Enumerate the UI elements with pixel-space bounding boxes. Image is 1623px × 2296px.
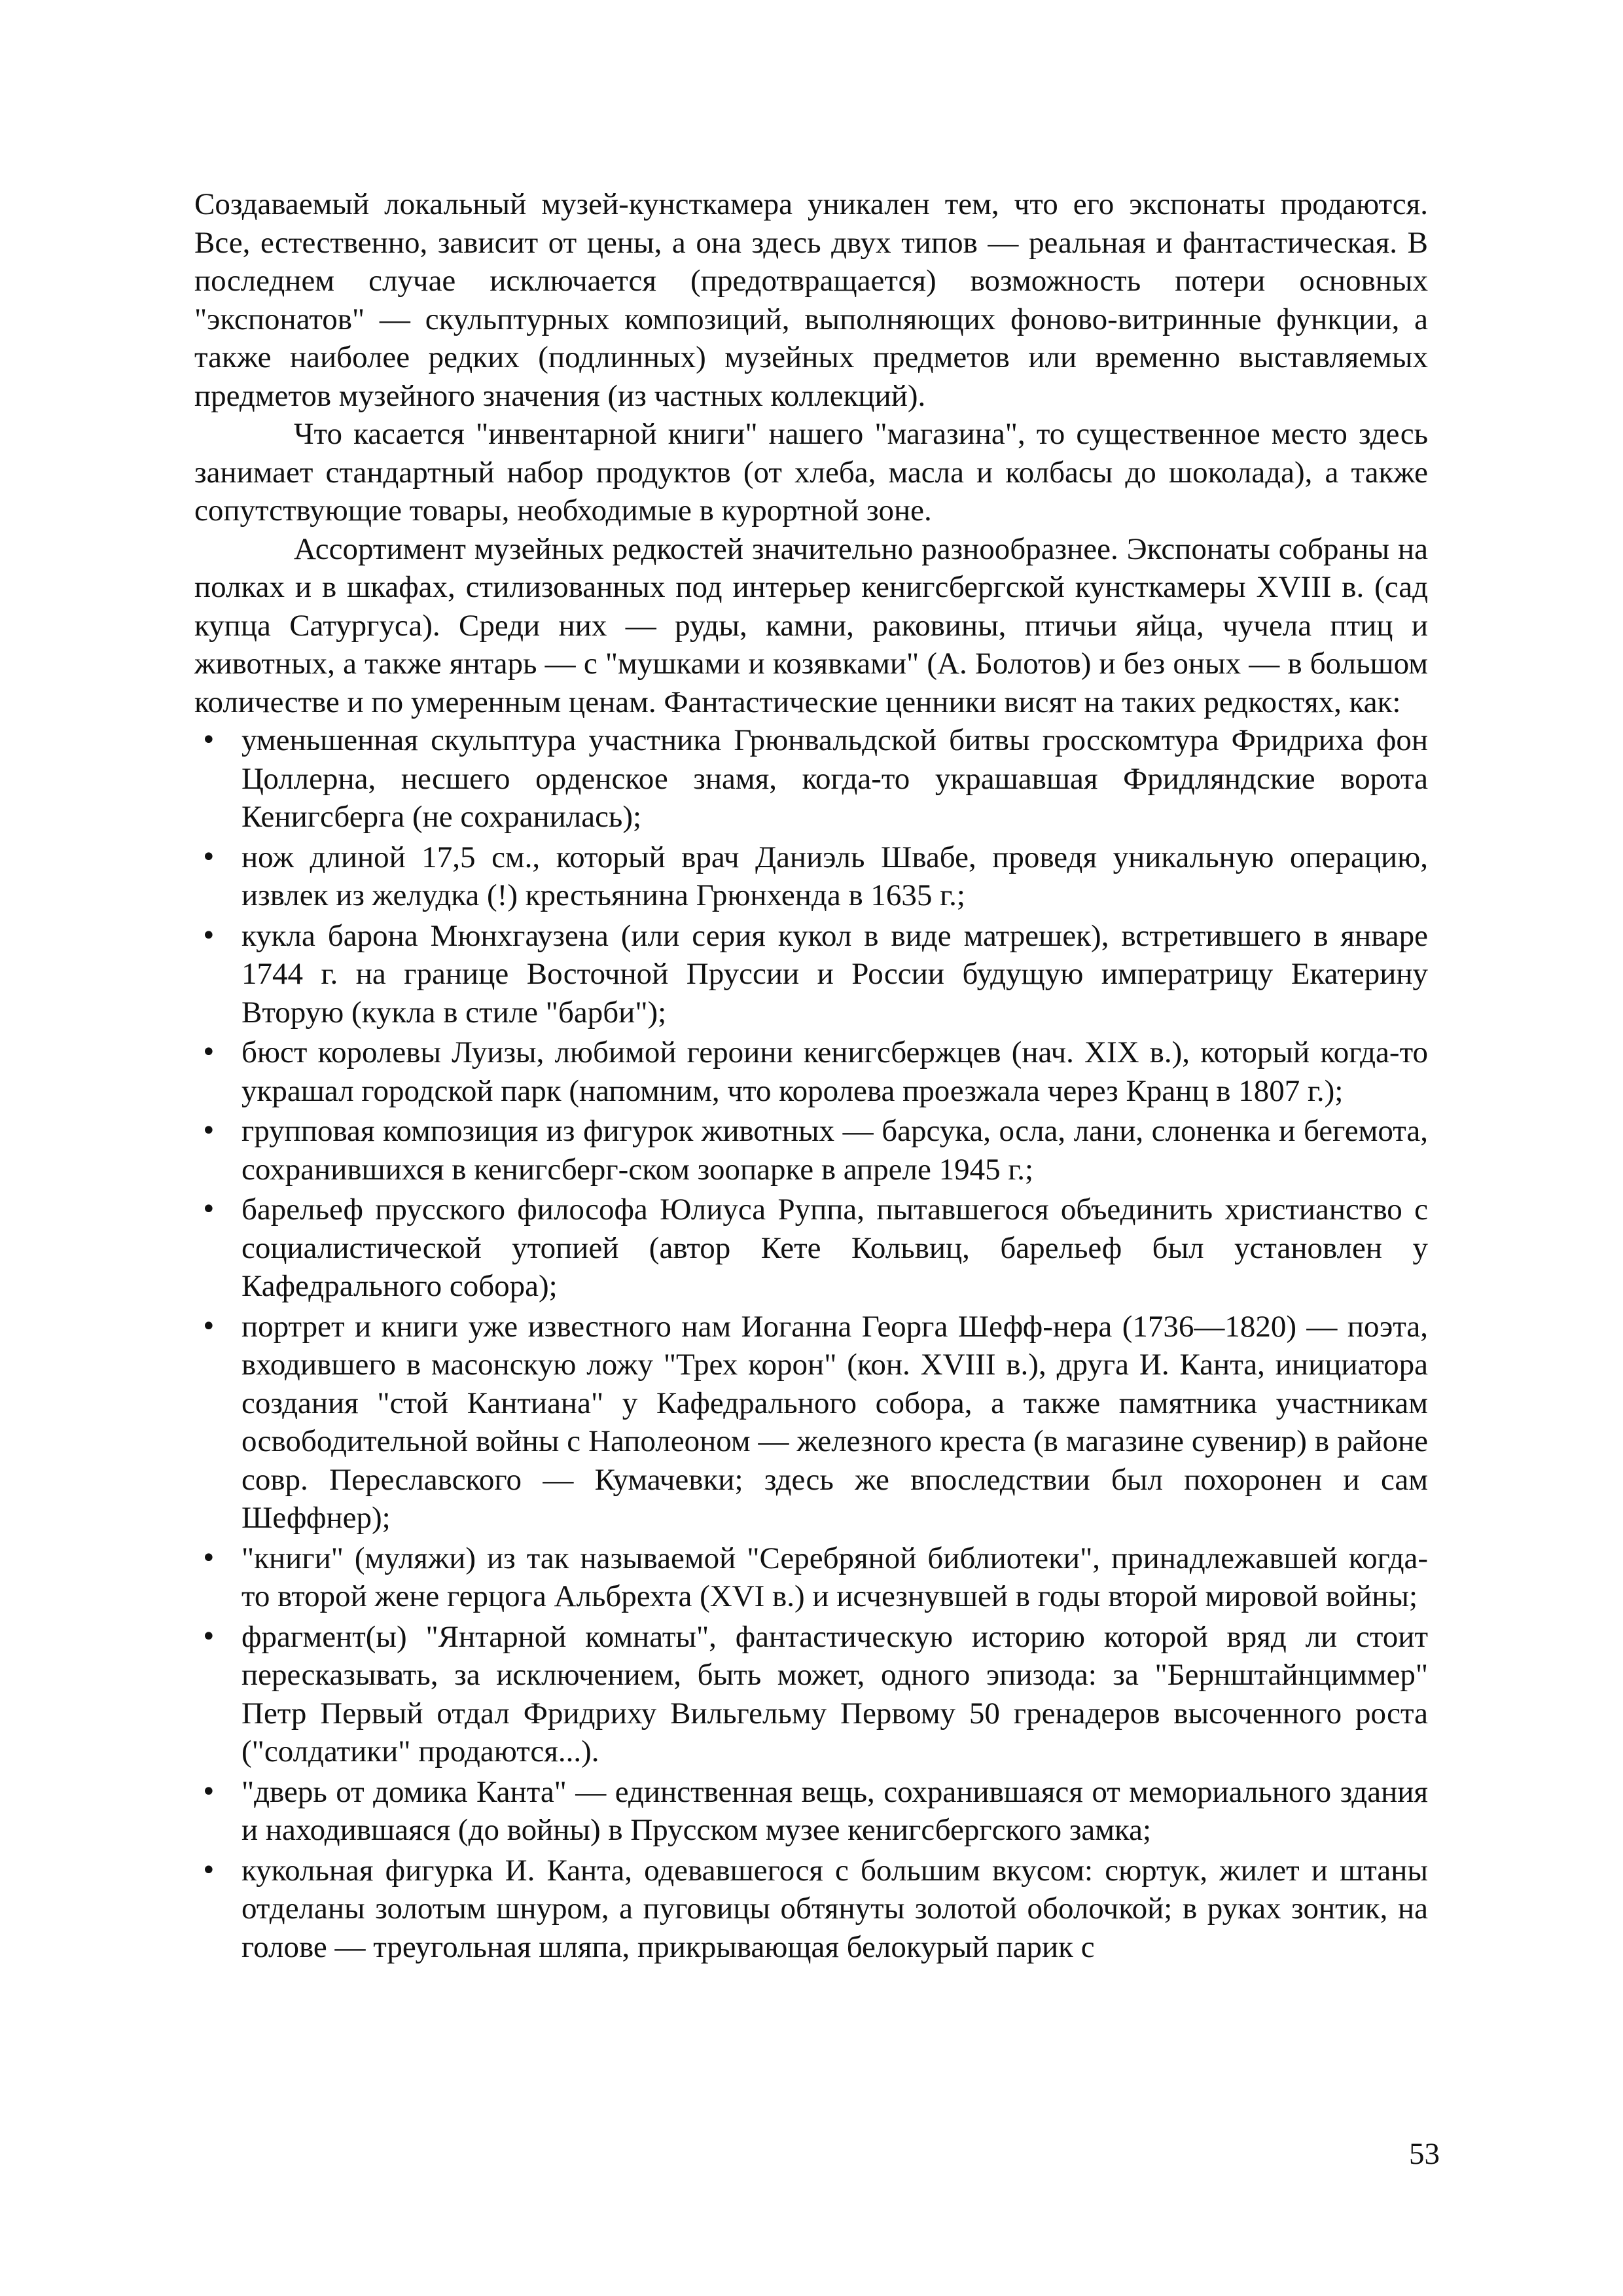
rarities-list (194, 721, 1428, 1966)
list-item-text: уменьшенная скульптура участника Грюнвальдской битвы гросскомтура Фридриха фон Цоллерна, несшего орденское знамя, когда-то украшавшая Фридляндские ворота Кенигсберга (не сохранилась); (241, 723, 1428, 834)
bullet-icon: • (201, 1776, 217, 1807)
list-item (194, 1308, 1428, 1537)
list-item (194, 838, 1428, 915)
bullet-icon: • (201, 1621, 217, 1652)
list-item-text: групповая композиция из фигурок животных — барсука, осла, лани, слоненка и бегемота, сохранившихся в кенигсберг-ском зоопарке в апреле 1945 г.; (241, 1114, 1428, 1187)
paragraph-assortment: Ассортимент музейных редкостей значительно разнообразнее. Экспонаты собраны на полках и в шкафах, стилизованных под интерьер кенигсбергской кунсткамеры XVIII в. (сад купца Сатургуса). Среди них — руды, камни, раковины, птичьи яйца, чучела птиц и животных, а также янтарь — с "мушками и козявками" (А. Болотов) и без оных — в большом количестве и по умеренным ценам. Фантастические ценники висят на таких редкостях, как: (194, 531, 1428, 719)
list-item-text: портрет и книги уже известного нам Иоганна Георга Шефф-нера (1736—1820) — поэта, входившего в масонскую ложу "Трех корон" (кон. XVIII в.), друга И. Канта, инициатора создания "стой Кантиана" у Кафедрального собора, а также памятника участникам освободительной войны с Наполеоном — железного креста (в магазине сувенир) в районе совр. Переславского — Кумачевки; здесь же впоследствии был похоронен и сам Шеффнер); (241, 1309, 1428, 1535)
list-item-text: кукла барона Мюнхгаузена (или серия кукол в виде матрешек), встретившего в январе 1744 г. на границе Восточной Пруссии и России будущую императрицу Екатерину Вторую (кукла в стиле "барби"); (241, 918, 1428, 1030)
list-item-text: "книги" (муляжи) из так называемой "Серебряной библиотеки", принадлежавшей когда-то второй жене герцога Альбрехта (XVI в.) и исчезнувшей в годы второй мировой войны; (241, 1541, 1428, 1613)
list-item-text: "дверь от домика Канта" — единственная вещь, сохранившаяся от мемориального здания и находившаяся (до войны) в Прусском музее кенигсбергского замка; (241, 1774, 1428, 1847)
page-number: 53 (1409, 2137, 1440, 2171)
bullet-icon: • (201, 920, 217, 951)
list-item (194, 1033, 1428, 1110)
list-item (194, 1112, 1428, 1189)
bullet-icon: • (201, 1543, 217, 1573)
list-item-text: кукольная фигурка И. Канта, одевавшегося с большим вкусом: сюртук, жилет и штаны отделаны золотым шнуром, а пуговицы обтянуты золотой оболочкой; в руках зонтик, на голове — треугольная шляпа, прикрывающая белокурый парик с (241, 1853, 1428, 1964)
list-item (194, 1191, 1428, 1306)
paragraph-inventory: Что касается "инвентарной книги" нашего "магазина", то существенное место здесь занимает стандартный набор продуктов (от хлеба, масла и колбасы до шоколада), а также сопутствующие товары, необходимые в курортной зоне. (194, 417, 1428, 528)
list-item-text: фрагмент(ы) "Янтарной комнаты", фантастическую историю которой вряд ли стоит пересказывать, за исключением, быть может, одного эпизода: за "Бернштайнциммер" Петр Первый отдал Фридриху Вильгельму Первому 50 гренадеров высоченного роста ("солдатики" продаются...). (241, 1619, 1428, 1768)
bullet-icon: • (201, 725, 217, 755)
paragraph-museum-intro: Создаваемый локальный музей-кунсткамера уникален тем, что его экспонаты продаются. Все, естественно, зависит от цены, а она здесь двух типов — реальная и фантастическая. В последнем случае исключается (предотвращается) возможность потери основных "экспонатов" — скульптурных композиций, выполняющих фоново-витринные функции, а также наиболее редких (подлинных) музейных предметов или временно выставляемых предметов музейного значения (из частных коллекций). (194, 187, 1428, 413)
list-item (194, 1773, 1428, 1850)
list-item (194, 721, 1428, 836)
bullet-icon: • (201, 1037, 217, 1067)
list-item (194, 1852, 1428, 1967)
bullet-icon: • (201, 1194, 217, 1225)
list-item-text: нож длиной 17,5 см., который врач Даниэль Швабе, проведя уникальную операцию, извлек из желудка (!) крестьянина Грюнхенда в 1635 г.; (241, 840, 1428, 912)
list-item (194, 1539, 1428, 1616)
bullet-icon: • (201, 1311, 217, 1342)
list-item-text: барельеф прусского философа Юлиуса Руппа, пытавшегося объединить христианство с социалистической утопией (автор Кете Кольвиц, барельеф был установлен у Кафедрального собора); (241, 1193, 1428, 1303)
bullet-icon: • (201, 1855, 217, 1886)
bullet-icon: • (201, 1116, 217, 1146)
list-item (194, 917, 1428, 1032)
page-body (194, 185, 1428, 1968)
bullet-icon: • (201, 842, 217, 872)
list-item (194, 1618, 1428, 1771)
list-item-text: бюст королевы Луизы, любимой героини кенигсбержцев (нач. XIX в.), который когда-то украшал городской парк (напомним, что королева проезжала через Кранц в 1807 г.); (241, 1035, 1428, 1108)
